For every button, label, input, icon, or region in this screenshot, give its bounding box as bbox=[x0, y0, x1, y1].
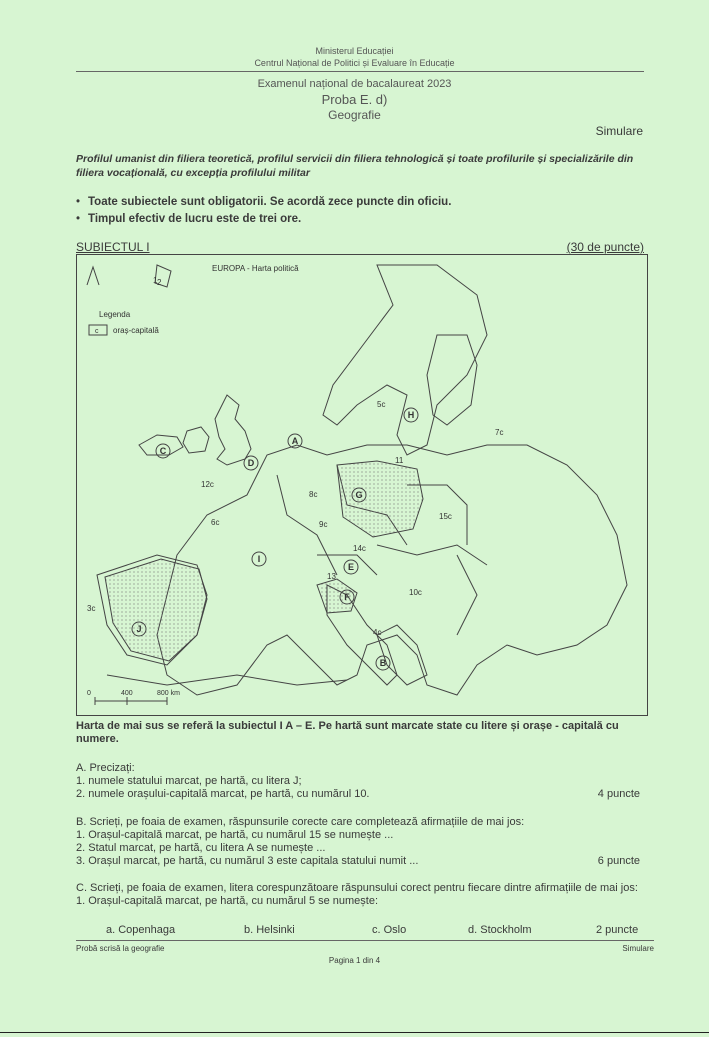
map-number-12: 12c bbox=[201, 480, 214, 489]
bullet-text: Toate subiectele sunt obligatorii. Se acordă zece puncte din oficiu. bbox=[88, 196, 452, 208]
part-c-points: 2 puncte bbox=[596, 924, 639, 936]
part-b-title: B. Scrieți, pe foaia de examen, răspunsurile corecte care completează afirmațiile de mai jos: bbox=[76, 816, 525, 828]
option-c: c. Oslo bbox=[372, 924, 407, 936]
footer bbox=[76, 944, 654, 953]
state-f-shaded bbox=[317, 579, 357, 613]
page-number: Pagina 1 din 4 bbox=[328, 956, 381, 965]
legend-title: Legenda bbox=[99, 310, 131, 319]
map-label-b: B bbox=[379, 658, 387, 668]
bullet-item: • Timpul efectiv de lucru este de trei ore. bbox=[76, 213, 302, 225]
map-number-15: 15c bbox=[439, 512, 452, 521]
option-a: a. Copenhaga bbox=[106, 924, 176, 936]
intro-text: Harta de mai sus se referă la subiectul I A – E. Pe hartă sunt marcate state cu litere și orașe - capitală cu numere. bbox=[76, 720, 619, 745]
legend-label: oraș-capitală bbox=[113, 326, 159, 335]
bullet-item: • Toate subiectele sunt obligatorii. Se acordă zece puncte din oficiu. bbox=[76, 196, 452, 208]
map-label-a: A bbox=[291, 436, 299, 446]
part-c-title: C. Scrieți, pe foaia de examen, litera corespunzătoare răspunsului corect pentru fiecare dintre afirmațiile de mai jos: bbox=[76, 882, 638, 894]
map-label-j: J bbox=[136, 624, 142, 634]
proba-title: Proba E. d) bbox=[321, 92, 388, 107]
map-label-h: H bbox=[407, 410, 415, 420]
part-c bbox=[76, 882, 654, 908]
scale-bar bbox=[87, 690, 180, 705]
header-divider bbox=[76, 71, 644, 72]
map-title: EUROPA - Harta politică bbox=[212, 264, 299, 273]
map-number-14: 14c bbox=[353, 544, 366, 553]
state-g-shaded bbox=[337, 461, 423, 537]
part-b-item-1: 1. Orașul-capitală marcat, pe hartă, cu numărul 15 se numește ... bbox=[76, 829, 394, 841]
map-label-i: I bbox=[257, 554, 261, 564]
map-number-8: 8c bbox=[309, 490, 318, 499]
center-name: Centrul Național de Politici și Evaluare în Educație bbox=[254, 58, 455, 68]
map-number-13: 13 bbox=[327, 572, 336, 581]
option-d: d. Stockholm bbox=[468, 924, 532, 936]
map-number-9: 9c bbox=[319, 520, 328, 529]
scan-edge bbox=[0, 1032, 709, 1033]
map-number-1: 1 bbox=[153, 276, 158, 285]
map-label-d: D bbox=[247, 458, 255, 468]
scale-zero: 0 bbox=[87, 690, 91, 697]
legend-symbol: c bbox=[95, 328, 99, 335]
map-number-4: 4c bbox=[373, 628, 382, 637]
ministry-name: Ministerul Educației bbox=[315, 46, 394, 56]
profile-text: Profilul umanist din filiera teoretică, profilul servicii din filiera tehnologică și toate profilurile și specializările din filiera vocațională, cu excepția profilului militar bbox=[76, 153, 634, 179]
footer-left: Probă scrisă la geografie bbox=[76, 944, 165, 953]
scale-mid: 400 bbox=[121, 690, 133, 697]
map-number-2: 2 bbox=[157, 278, 162, 287]
part-a-title: A. Precizați: bbox=[76, 762, 135, 774]
map-number-3: 3c bbox=[87, 604, 96, 613]
bullet-text: Timpul efectiv de lucru este de trei ore. bbox=[88, 213, 302, 225]
map-number-10: 10c bbox=[409, 588, 422, 597]
map-number-6: 6c bbox=[211, 518, 220, 527]
map-label-f: F bbox=[344, 592, 350, 602]
footer-right: Simulare bbox=[622, 944, 654, 953]
option-b: b. Helsinki bbox=[244, 924, 295, 936]
section-points: (30 de puncte) bbox=[566, 240, 644, 254]
map-number-11: 11 bbox=[395, 456, 404, 465]
scale-end: 800 km bbox=[157, 690, 180, 697]
map-label-g: G bbox=[355, 490, 363, 500]
section-heading bbox=[76, 240, 644, 254]
part-a bbox=[76, 762, 654, 801]
map-label-e: E bbox=[347, 562, 355, 572]
subject-title: Geografie bbox=[328, 108, 381, 122]
map-number-7: 7c bbox=[495, 428, 504, 437]
part-c-options bbox=[76, 924, 654, 936]
map-label-c: C bbox=[159, 446, 167, 456]
part-a-item-2: 2. numele orașului-capitală marcat, pe hartă, cu numărul 10. bbox=[76, 788, 370, 800]
part-a-points: 4 puncte bbox=[597, 788, 640, 800]
part-b-points: 6 puncte bbox=[597, 855, 640, 867]
part-b-item-2: 2. Statul marcat, pe hartă, cu litera A se numește ... bbox=[76, 842, 326, 854]
europe-map bbox=[76, 254, 648, 716]
section-title: SUBIECTUL I bbox=[76, 240, 150, 254]
simulare-label: Simulare bbox=[595, 124, 643, 138]
part-b-item-3: 3. Orașul marcat, pe hartă, cu numărul 3 este capitala statului numit ... bbox=[76, 855, 419, 867]
ireland-outline bbox=[183, 427, 209, 453]
footer-divider bbox=[76, 940, 654, 941]
part-b bbox=[76, 816, 654, 868]
part-c-item-1: 1. Orașul-capitală marcat, pe hartă, cu numărul 5 se numește: bbox=[76, 895, 379, 907]
map-number-5: 5c bbox=[377, 400, 386, 409]
exam-title: Examenul național de bacalaureat 2023 bbox=[257, 78, 452, 90]
part-a-item-1: 1. numele statului marcat, pe hartă, cu litera J; bbox=[76, 775, 302, 787]
